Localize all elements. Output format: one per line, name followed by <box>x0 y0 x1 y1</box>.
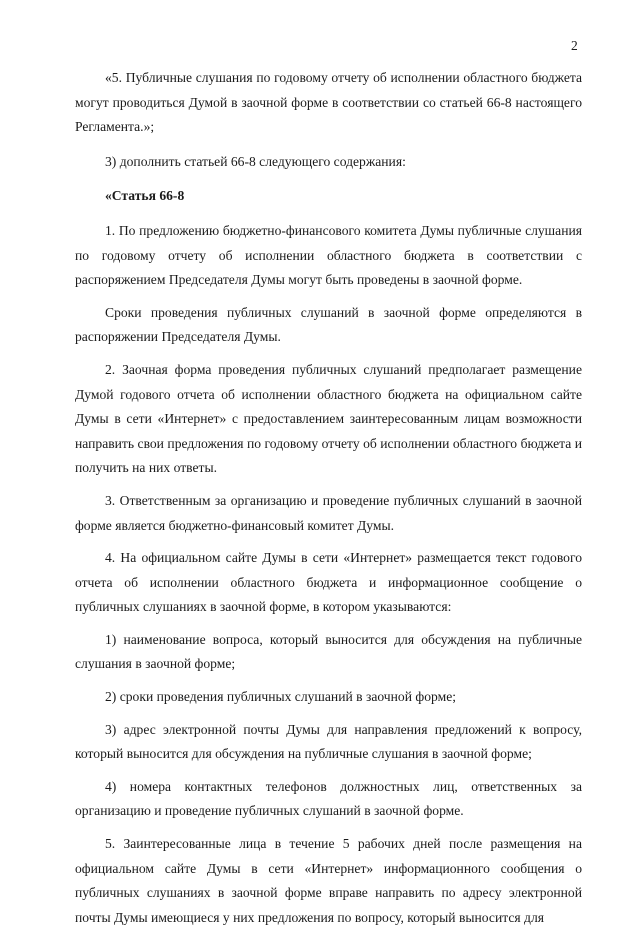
paragraph-clause-4: 4. На официальном сайте Думы в сети «Интернет» размещается текст годового отчета об исполнении областного бюджета и информационное сообщение о публичных слушаниях в заочной форме, в котором указываются: <box>75 550 582 615</box>
paragraph-clause-1: 1. По предложению бюджетно-финансового комитета Думы публичные слушания по годовому отчету об исполнении областного бюджета в соответствии с распоряжением Председателя Думы могут быть проведены в заочной форме. <box>75 222 582 288</box>
list-item-2: 2) сроки проведения публичных слушаний в заочной форме; <box>105 689 457 705</box>
page-number: 2 <box>571 38 578 53</box>
document-body <box>75 66 582 930</box>
list-item-3: 3) адрес электронной почты Думы для направления предложений к вопросу, который выносится для обсуждения на публичные слушания в заочной форме; <box>75 721 582 762</box>
article-heading: «Статья 66-8 <box>105 188 185 204</box>
paragraph-clause-1-terms: Сроки проведения публичных слушаний в заочной форме определяются в распоряжении Председателя Думы. <box>75 304 582 345</box>
paragraph-clause-2: 2. Заочная форма проведения публичных слушаний предполагает размещение Думой годового отчета об исполнении областного бюджета на официальном сайте Думы в сети «Интернет» с предоставлением заинтересованным лицам возможности направить свои предложения по годовому отчету об исполнении областного бюджета и получить на них ответы. <box>75 361 582 476</box>
paragraph-clause-5: 5. Заинтересованные лица в течение 5 рабочих дней после размещения на официальном сайте Думы в сети «Интернет» информационного сообщения о публичных слушаниях в заочной форме вправе направить по адресу электронной почты Думы имеющиеся у них предложения по вопросу, который выносится для <box>75 836 582 925</box>
paragraph-amendment-item-3: 3) дополнить статьей 66-8 следующего содержания: <box>105 153 406 169</box>
paragraph-clause-3: 3. Ответственным за организацию и проведение публичных слушаний в заочной форме является бюджетно-финансовый комитет Думы. <box>75 492 582 533</box>
paragraph-amendment-5: «5. Публичные слушания по годовому отчету об исполнении областного бюджета могут проводиться Думой в заочной форме в соответствии со статьей 66-8 настоящего Регламента.»; <box>75 70 582 135</box>
list-item-1: 1) наименование вопроса, который выносится для обсуждения на публичные слушания в заочной форме; <box>75 631 582 672</box>
list-item-4: 4) номера контактных телефонов должностных лиц, ответственных за организацию и проведение публичных слушаний в заочной форме. <box>75 778 582 819</box>
